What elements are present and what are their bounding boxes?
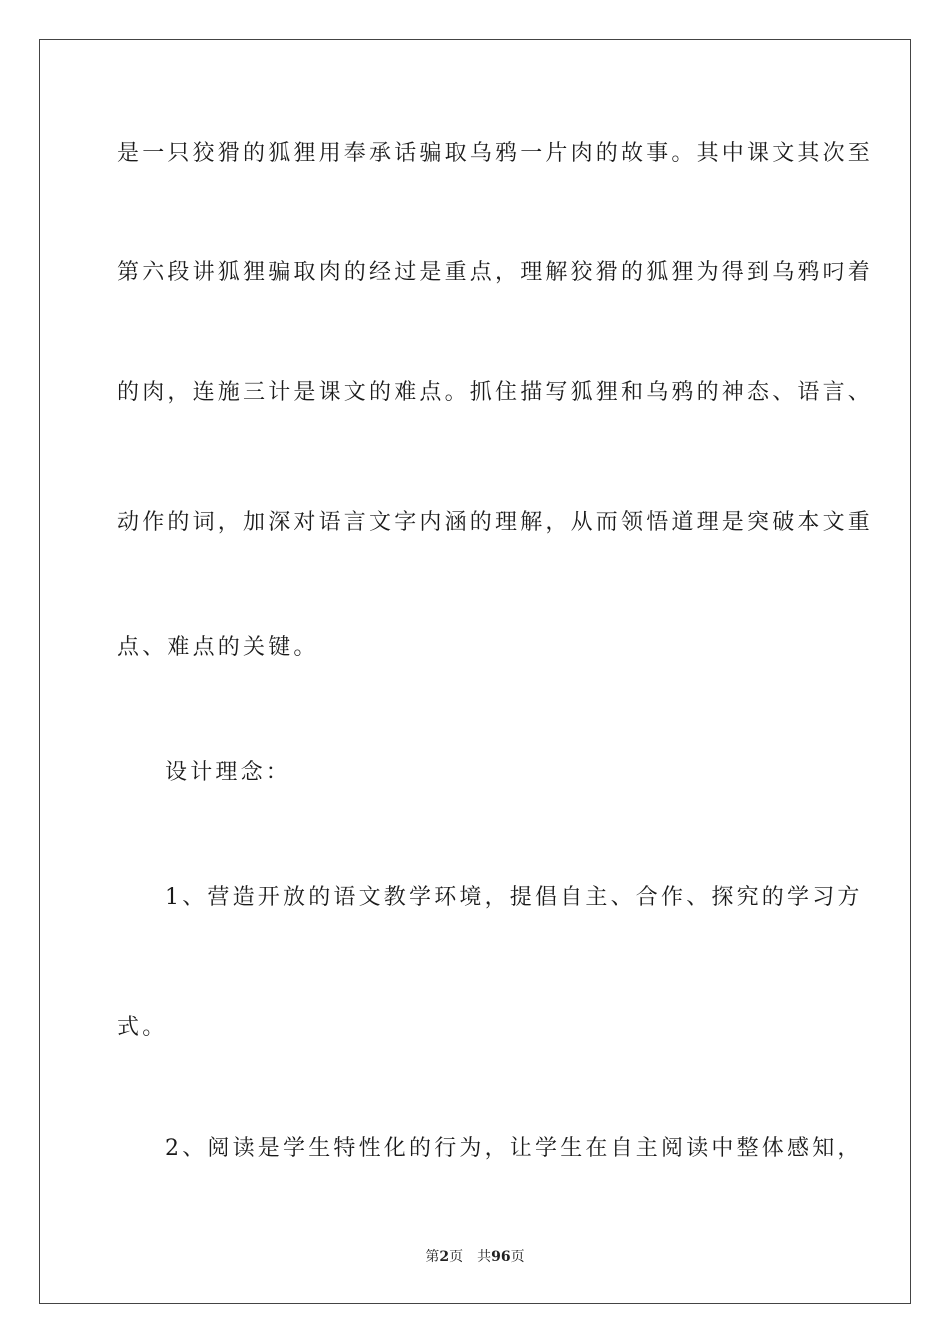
text-line: 第六段讲狐狸骗取肉的经过是重点，理解狡猾的狐狸为得到乌鸦叼着 [117,260,874,285]
current-page-number: 2 [439,1249,450,1265]
text-line: 点、难点的关键。 [117,635,319,660]
page-suffix: 页 [449,1249,464,1265]
page-prefix: 第 [425,1249,440,1265]
text-line: 的肉，连施三计是课文的难点。抓住描写狐狸和乌鸦的神态、语言、 [117,380,874,405]
total-pages-number: 96 [491,1249,511,1265]
text-line: 动作的词，加深对语言文字内涵的理解，从而领悟道理是突破本文重 [117,510,874,535]
text-line: 式。 [117,1015,168,1040]
page-border [39,39,911,1304]
page-footer [0,1248,950,1266]
total-prefix: 共 [477,1249,492,1265]
list-item-2: 2、阅读是学生特性化的行为，让学生在自主阅读中整体感知， [165,1136,863,1161]
total-suffix: 页 [510,1249,525,1265]
list-item-1: 1、营造开放的语文教学环境，提倡自主、合作、探究的学习方 [165,885,863,910]
section-heading: 设计理念： [165,760,292,785]
text-line: 是一只狡猾的狐狸用奉承话骗取乌鸦一片肉的故事。其中课文其次至 [117,141,874,166]
